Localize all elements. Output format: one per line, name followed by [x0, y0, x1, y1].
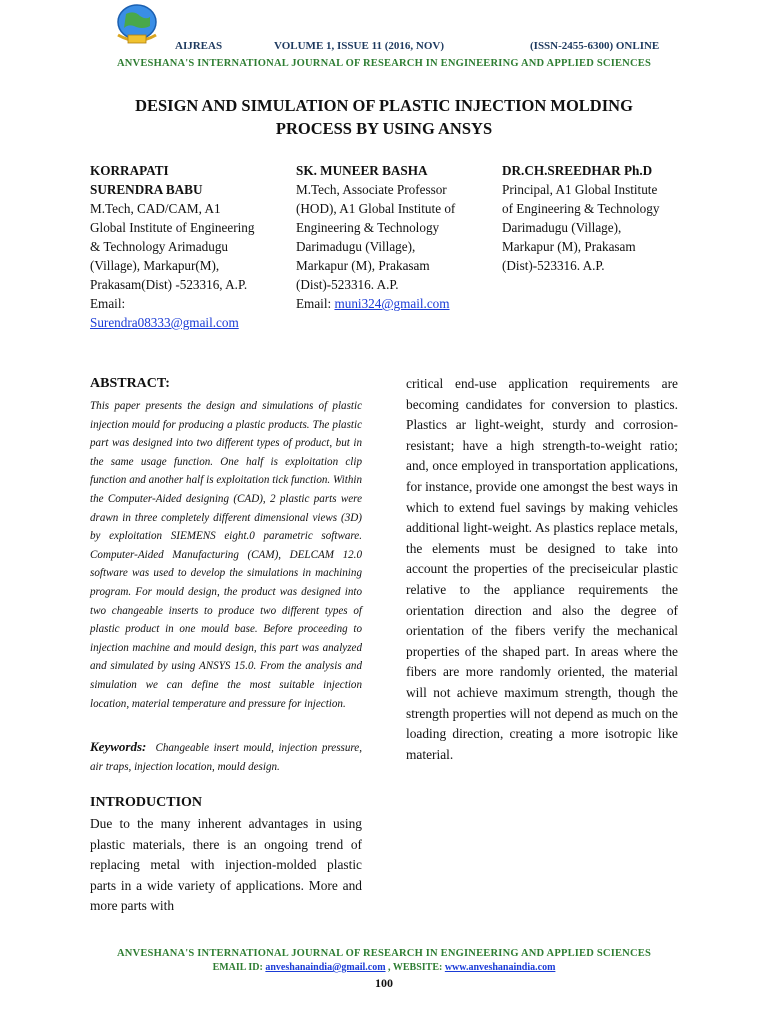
author-1-affil-2: Global Institute of Engineering: [90, 220, 255, 235]
volume-issue: VOLUME 1, ISSUE 11 (2016, NOV): [274, 40, 444, 52]
author-1-name-line-2: SURENDRA BABU: [90, 182, 203, 197]
title-line-1: DESIGN AND SIMULATION OF PLASTIC INJECTION MOLDING: [135, 96, 633, 115]
journal-code: AIJREAS: [175, 40, 223, 52]
author-3-affil-3: Darimadugu (Village),: [502, 220, 622, 235]
footer-email-link[interactable]: anveshanaindia@gmail.com: [265, 962, 386, 973]
journal-logo: [104, 2, 170, 48]
footer-email-label: EMAIL ID:: [212, 962, 266, 973]
author-2-affil-3: Engineering & Technology: [296, 220, 440, 235]
author-2-affil-6: (Dist)-523316. A.P.: [296, 277, 399, 292]
author-3-name: DR.CH.SREEDHAR Ph.D: [502, 163, 653, 178]
author-3-affil-1: Principal, A1 Global Institute: [502, 182, 658, 197]
keywords: [90, 738, 362, 776]
author-2: [296, 161, 496, 313]
keywords-text: Changeable insert mould, injection pressure, air traps, injection location, mould design.: [90, 742, 362, 773]
title-line-2: PROCESS BY USING ANSYS: [275, 119, 493, 138]
author-1-affil-3: & Technology Arimadugu: [90, 239, 229, 254]
journal-name: ANVESHANA'S INTERNATIONAL JOURNAL OF RESEARCH IN ENGINEERING AND APPLIED SCIENCES: [116, 58, 651, 69]
author-1: [90, 161, 280, 332]
author-2-email-line: [296, 294, 496, 313]
footer-journal-name: ANVESHANA'S INTERNATIONAL JOURNAL OF RESEARCH IN ENGINEERING AND APPLIED SCIENCES: [116, 948, 651, 959]
author-1-name-line-1: KORRAPATI: [90, 163, 169, 178]
page-number: 100: [375, 976, 393, 990]
footer-website-link[interactable]: www.anveshanaindia.com: [444, 962, 556, 973]
introduction-text: Due to the many inherent advantages in using plastic materials, there is an ongoing trend of replacing metal with injection-molded plastic parts in a wide variety of applications. More and more parts with: [90, 816, 362, 914]
author-2-affil-5: Markapur (M), Prakasam: [296, 258, 430, 273]
footer-contact: [0, 962, 768, 973]
author-2-name: SK. MUNEER BASHA: [296, 163, 428, 178]
issn: (ISSN-2455-6300) ONLINE: [530, 40, 660, 52]
paper-title: [80, 94, 688, 140]
footer-website-label: , WEBSITE:: [385, 962, 445, 973]
author-2-email-label: Email:: [296, 296, 335, 311]
abstract-text: This paper presents the design and simulations of plastic injection mould for producing a plastic products. The plastic part was designed into two different types of product, but in the same usage function. One half is exploitation clip function and another half is exploitation tick function. Within the Computer-Aided designing (CAD), 2 plastic parts were drawn in three completely different dimensional views (3D) by exploitation SIEMENS eight.0 parametric software. Computer-Aided Manufacturing (CAM), DELCAM 12.0 software was used to develop the simulations in machining program. For mould design, the product was designed into two changeable inserts to produce two different types of plastic product in one mould base. Before proceeding to injection machine and mould design, this part was analyzed and simulated by using ANSYS 15.0. From the analysis and simulation we can define the most suitable injection location, material temperature and pressure for injection.: [90, 400, 362, 710]
author-2-affil-4: Darimadugu (Village),: [296, 239, 416, 254]
author-1-email-label: Email:: [90, 296, 126, 311]
author-2-affil-1: M.Tech, Associate Professor: [296, 182, 447, 197]
author-1-affil-1: M.Tech, CAD/CAM, A1: [90, 201, 221, 216]
author-1-affil-5: Prakasam(Dist) -523316, A.P.: [90, 277, 248, 292]
author-2-email-link[interactable]: muni324@gmail.com: [334, 296, 450, 311]
introduction-heading: INTRODUCTION: [90, 795, 203, 810]
author-3: [502, 161, 692, 275]
abstract-heading: ABSTRACT:: [90, 376, 170, 391]
author-1-email-link[interactable]: Surendra08333@gmail.com: [90, 315, 239, 330]
author-3-affil-5: (Dist)-523316. A.P.: [502, 258, 605, 273]
author-1-affil-4: (Village), Markapur(M),: [90, 258, 220, 273]
author-3-affil-2: of Engineering & Technology: [502, 201, 660, 216]
right-column-text: critical end-use application requirements are becoming candidates for conversion to plastics. Plastics ar light-weight, sturdy and corrosion-resistant; have a high strength-to-weight ratio; and, once employed in transportation applications, for instance, provide one amongst the best ways in which to extend fuel savings by making vehicles additional light-weight. As plastics replace metals, the elements must be designed to take into account the properties of the preciseicular plastic relative to the appliance requirements the orientation direction and also the degree of orientation of the fibers verify the mechanical properties of the shaped part. In areas where the fibers are more randomly oriented, the material will not achieve maximum strength, though the strength properties will not depend as much on the loading direction, creating a more isotropic like material.: [406, 376, 678, 762]
author-3-affil-4: Markapur (M), Prakasam: [502, 239, 636, 254]
keywords-label: Keywords:: [90, 739, 147, 754]
author-2-affil-2: (HOD), A1 Global Institute of: [296, 201, 456, 216]
